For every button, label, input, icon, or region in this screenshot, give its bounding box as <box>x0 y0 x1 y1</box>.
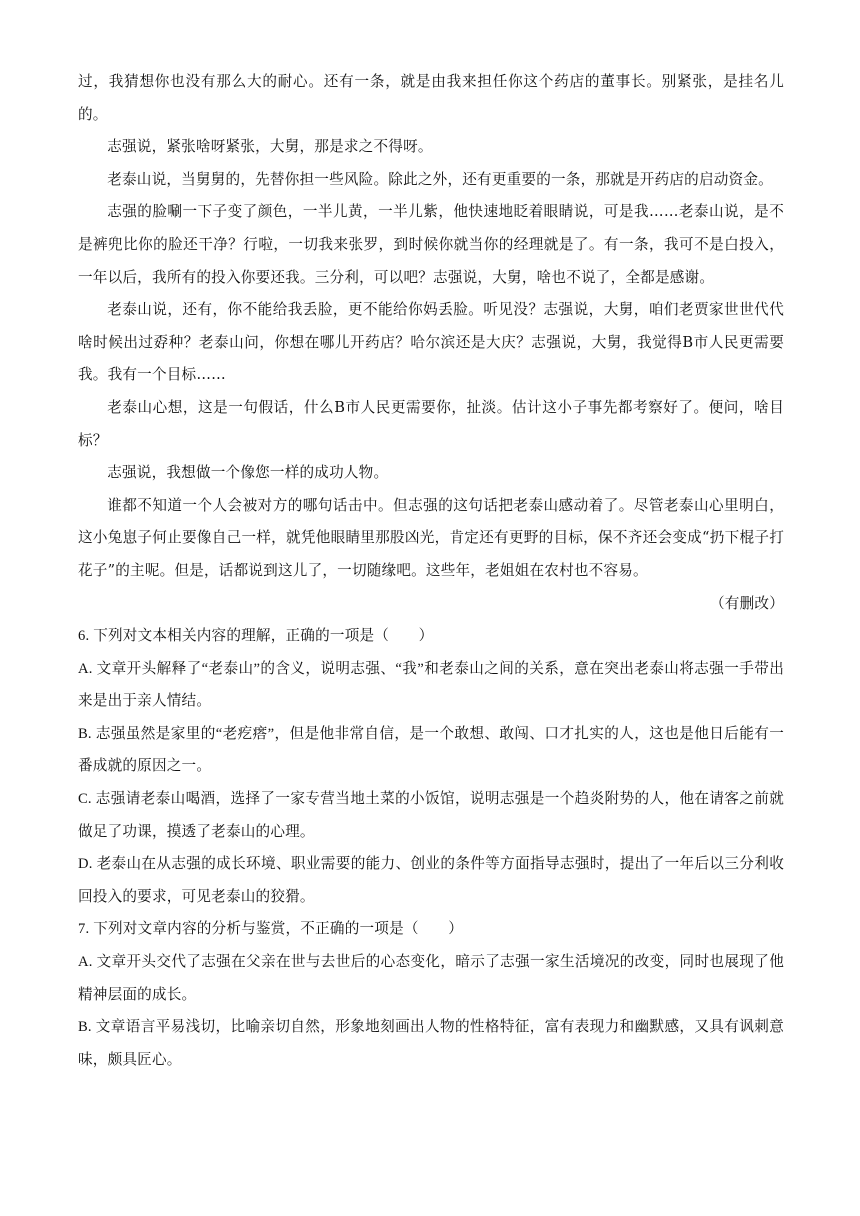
source-note: （有删改） <box>710 594 784 612</box>
passage-paragraph-2: 老泰山说，当舅舅的，先替你担一些风险。除此之外，还有更重要的一条，那就是开药店的启动资金。 <box>107 170 773 188</box>
passage-paragraph-6: 志强说，我想做一个像您一样的成功人物。 <box>107 464 389 482</box>
passage-paragraph-7: 谁都不知道一个人会被对方的哪句话击中。但志强的这句话把老泰山感动着了。尽管老泰山心里明白，这小兔崽子何止要像自己一样，就凭他眼睛里那股凶光，肯定还有更野的目标，保不齐还会变成“扔下棍子打花子”的主呢。但是，话都说到这儿了，一切随缘吧。这些年，老姐姐在农村也不容易。 <box>78 496 784 579</box>
passage-paragraph-5: 老泰山心想，这是一句假话，什么B市人民更需要你，扯淡。估计这小子事先都考察好了。便问，啥目标？ <box>78 398 784 449</box>
question-6-option-a: A. 文章开头解释了“老泰山”的含义，说明志强、“我”和老泰山之间的关系，意在突出老泰山将志强一手带出来是出于亲人情结。 <box>78 660 784 710</box>
passage-paragraph-4: 老泰山说，还有，你不能给我丢脸，更不能给你妈丢脸。听见没？志强说，大舅，咱们老贾家世世代代啥时候出过孬种？老泰山问，你想在哪儿开药店？哈尔滨还是大庆？志强说，大舅，我觉得B市人民更需要我。我有一个目标…… <box>78 301 784 384</box>
question-7-option-b: B. 文章语言平易浅切，比喻亲切自然，形象地刻画出人物的性格特征，富有表现力和幽默感，又具有讽刺意味，颇具匠心。 <box>78 1019 784 1068</box>
question-6-option-c: C. 志强请老泰山喝酒，选择了一家专营当地土菜的小饭馆，说明志强是一个趋炎附势的人，他在请客之前就做足了功课，摸透了老泰山的心理。 <box>78 791 784 840</box>
question-6-option-b: B. 志强虽然是家里的“老疙瘩”，但是他非常自信，是一个敢想、敢闯、口才扎实的人，这也是他日后能有一番成就的原因之一。 <box>78 725 784 775</box>
passage-paragraph-1: 志强说，紧张啥呀紧张，大舅，那是求之不得呀。 <box>107 138 433 156</box>
passage-paragraph-3: 志强的脸唰一下子变了颜色，一半儿黄，一半儿紫，他快速地眨着眼睛说，可是我……老泰山说，是不是裤兜比你的脸还干净？行啦，一切我来张罗，到时候你就当你的经理就是了。有一条，我可不是白投入，一年以后，我所有的投入你要还我。三分利，可以吧？志强说，大舅，啥也不说了，全都是感谢。 <box>78 203 784 286</box>
question-7-option-a: A. 文章开头交代了志强在父亲在世与去世后的心态变化，暗示了志强一家生活境况的改变，同时也展现了他精神层面的成长。 <box>78 954 784 1003</box>
question-6-option-d: D. 老泰山在从志强的成长环境、职业需要的能力、创业的条件等方面指导志强时，提出了一年后以三分利收回投入的要求，可见老泰山的狡猾。 <box>78 856 784 905</box>
question-7-stem: 7. 下列对文章内容的分析与鉴赏，不正确的一项是（ ） <box>78 921 464 938</box>
passage-paragraph-0: 过，我猜想你也没有那么大的耐心。还有一条，就是由我来担任你这个药店的董事长。别紧张，是挂名儿的。 <box>78 73 784 123</box>
question-6-stem: 6. 下列对文本相关内容的理解，正确的一项是（ ） <box>78 628 434 645</box>
document-page <box>78 66 784 1076</box>
